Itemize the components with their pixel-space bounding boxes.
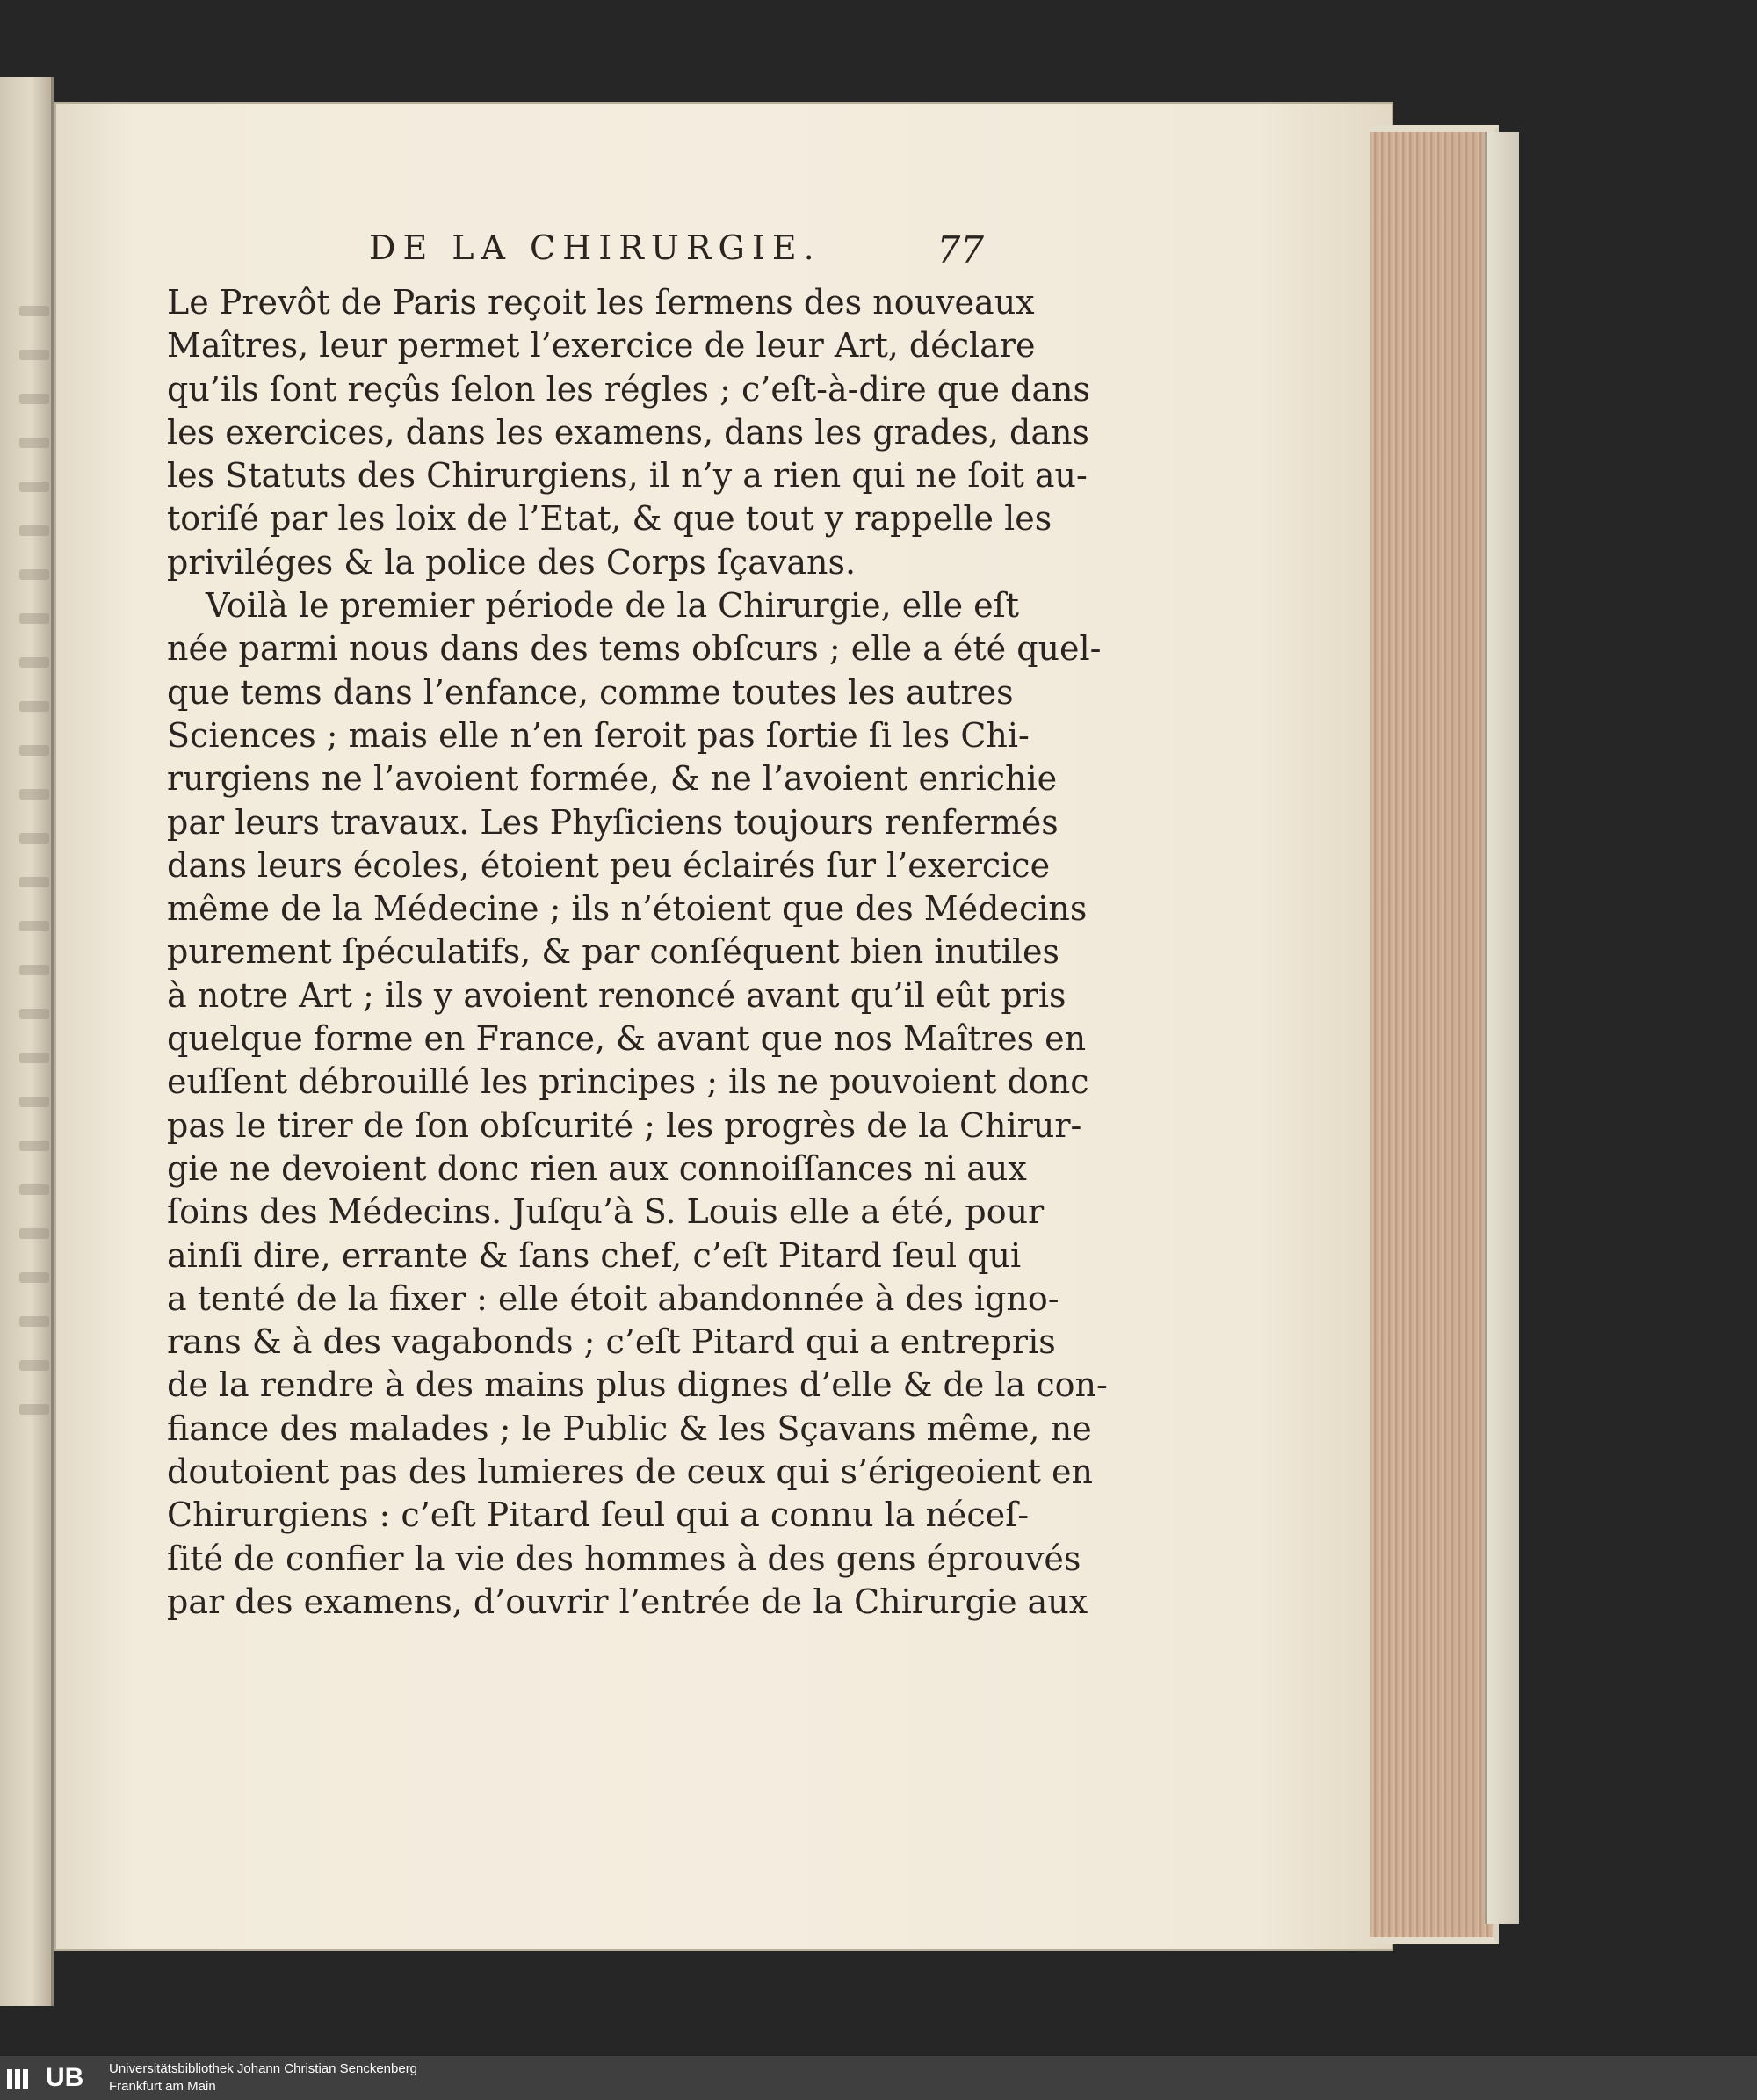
- text-line: fiance des malades ; le Public & les Sçavans même, ne: [167, 1408, 1092, 1448]
- text-line: euſſent débrouillé les principes ; ils ne pouvoient donc: [167, 1062, 1089, 1102]
- text-line: à notre Art ; ils y avoient renoncé avant qu’il eût pris: [167, 975, 1066, 1015]
- text-line: quelque forme en France, & avant que nos Maîtres en: [167, 1019, 1087, 1059]
- text-line: de la rendre à des mains plus dignes d’elle & de la con-: [167, 1365, 1108, 1405]
- library-credit: [109, 2060, 417, 2096]
- text-line: Voilà le premier période de la Chirurgie, elle eſt: [206, 586, 1019, 626]
- ub-logo: [7, 2063, 98, 2093]
- page-number: 77: [936, 228, 984, 272]
- text-line: priviléges & la police des Corps ſçavans.: [167, 542, 857, 582]
- text-line: gie ne devoient donc rien aux connoiſſances ni aux: [167, 1148, 1027, 1188]
- text-line: Sciences ; mais elle n’en ſeroit pas ſortie ſi les Chi-: [167, 715, 1030, 755]
- text-line: que tems dans l’enfance, comme toutes les autres: [167, 672, 1014, 712]
- text-line: ſoins des Médecins. Juſqu’à S. Louis elle a été, pour: [167, 1192, 1045, 1232]
- text-line: par des examens, d’ouvrir l’entrée de la Chirurgie aux: [167, 1582, 1088, 1621]
- text-line: les Statuts des Chirurgiens, il n’y a rien qui ne ſoit au-: [167, 456, 1088, 496]
- ub-logo-icon: [7, 2066, 42, 2092]
- text-line: qu’ils ſont reçûs ſelon les régles ; c’eſt-à-dire que dans: [167, 369, 1091, 409]
- text-line: Chirurgiens : c’eſt Pitard ſeul qui a connu la néceſ-: [167, 1495, 1030, 1535]
- text-line: pas le tirer de ſon obſcurité ; les progrès de la Chirur-: [167, 1105, 1082, 1145]
- text-line: a tenté de la fixer : elle étoit abandonnée à des igno-: [167, 1278, 1059, 1318]
- text-line: les exercices, dans les examens, dans les grades, dans: [167, 412, 1089, 452]
- library-footer-bar: [0, 2056, 1757, 2100]
- running-head-title: DE LA CHIRURGIE.: [369, 228, 821, 267]
- text-line: rans & à des vagabonds ; c’eſt Pitard qui a entrepris: [167, 1322, 1056, 1362]
- running-head: [167, 228, 993, 281]
- text-line: dans leurs écoles, étoient peu éclairés ſur l’exercice: [167, 845, 1051, 885]
- text-line: doutoient pas des lumieres de ceux qui s’érigeoient en: [167, 1452, 1093, 1492]
- text-line: Maîtres, leur permet l’exercice de leur Art, déclare: [167, 326, 1036, 366]
- text-line: par leurs travaux. Les Phyſiciens toujours renfermés: [167, 802, 1059, 842]
- library-name: Universitätsbibliothek Johann Christian Senckenberg: [109, 2061, 418, 2076]
- library-city: Frankfurt am Main: [109, 2079, 216, 2094]
- ub-logo-text: UB: [46, 2063, 84, 2092]
- body-text: [167, 281, 1108, 1624]
- page-block-fore-edge: [1370, 125, 1499, 1944]
- left-page-edge: [0, 77, 54, 2006]
- book-cover-edge: [1485, 132, 1519, 1924]
- text-line: toriſé par les loix de l’Etat, & que tout y rappelle les: [167, 499, 1052, 539]
- text-line: ſité de confier la vie des hommes à des gens éprouvés: [167, 1539, 1081, 1578]
- text-line: purement ſpéculatifs, & par conſéquent bien inutiles: [167, 932, 1059, 972]
- text-line: même de la Médecine ; ils n’étoient que des Médecins: [167, 889, 1088, 929]
- text-line: rurgiens ne l’avoient formée, & ne l’avoient enrichie: [167, 759, 1058, 799]
- left-page-text-fragments: [19, 306, 49, 1448]
- text-line: née parmi nous dans des tems obſcurs ; elle a été quel-: [167, 629, 1102, 669]
- text-line: ainſi dire, errante & ſans chef, c’eſt Pitard ſeul qui: [167, 1235, 1022, 1275]
- text-line: Le Prevôt de Paris reçoit les ſermens des nouveaux: [167, 283, 1035, 322]
